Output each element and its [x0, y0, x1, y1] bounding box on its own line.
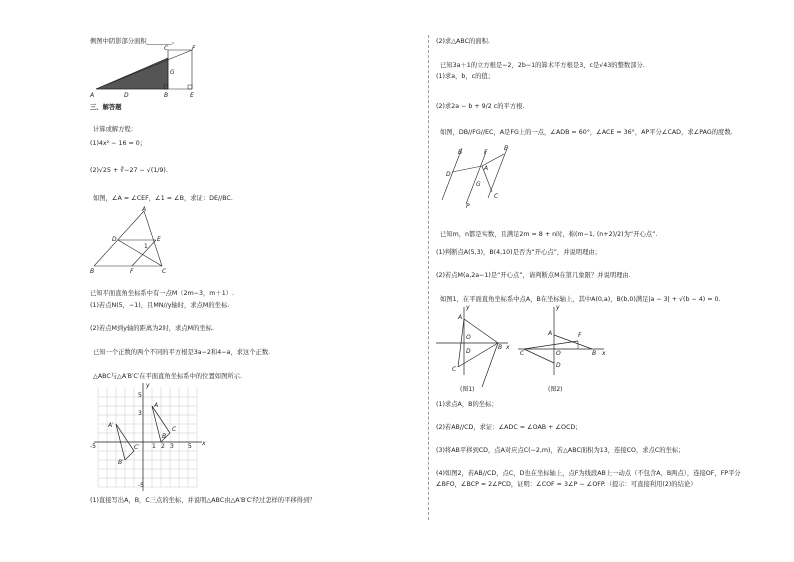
- question-point-m-1: (1)若点N(5，−1)，且MN//y轴时，求点M的坐标.: [90, 302, 230, 309]
- svg-text:C: C: [494, 193, 499, 200]
- calc-item-2: (2)√25 + ∛−27 − √(1/9).: [90, 167, 168, 174]
- svg-text:A: A: [458, 314, 463, 321]
- svg-text:3: 3: [138, 410, 142, 417]
- question-triangle-1: (1)直接写出A，B，C三点的坐标，并说明△ABC由△A′B′C′经过怎样的平移得到？: [90, 497, 316, 504]
- svg-text:G: G: [476, 181, 481, 188]
- svg-text:C: C: [520, 350, 525, 357]
- svg-text:A: A: [484, 165, 489, 172]
- section-heading: 三、解答题: [90, 104, 122, 111]
- svg-text:5: 5: [188, 443, 192, 450]
- question-cube-root-1: (1)求a，b，c的值；: [436, 73, 495, 80]
- figure-1-caption: (图1): [460, 386, 475, 393]
- svg-text:D: D: [112, 236, 117, 243]
- svg-text:D: D: [556, 362, 561, 369]
- svg-text:E: E: [190, 92, 194, 99]
- svg-text:C: C: [162, 268, 167, 275]
- question-shaded-area: 侧图中阴影部分面积________。: [90, 38, 179, 45]
- svg-text:3: 3: [170, 443, 174, 450]
- svg-text:C: C: [172, 426, 177, 433]
- svg-text:y: y: [146, 382, 150, 389]
- figure-1: [436, 305, 516, 395]
- question-angle-pag: 如图，DB//FG//EC，A是FG上的一点，∠ADB = 60°，∠ACE = 36°，AP平分∠CAD，求∠PAG的度数.: [440, 129, 733, 136]
- svg-text:O: O: [466, 334, 471, 341]
- coordinate-grid-figure: [90, 383, 210, 493]
- question-triangle-position: △ABC与△A′B′C′在平面直角坐标系中的位置如图所示.: [93, 373, 242, 380]
- svg-text:F: F: [484, 149, 488, 156]
- question-happy-point-1: (1)判断点A(5,3)，B(4,10)是否为“开心点”，并说明理由；: [436, 249, 601, 256]
- svg-text:A′: A′: [108, 422, 114, 429]
- svg-text:-5: -5: [138, 482, 144, 489]
- question-parallel-proof: 如图，∠A = ∠CEF，∠1 = ∠B，求证：DE//BC.: [93, 195, 233, 202]
- svg-text:B: B: [164, 92, 169, 99]
- column-divider: [428, 35, 430, 520]
- svg-text:x: x: [602, 350, 606, 357]
- question-point-m-2: (2)若点M到y轴的距离为2时，求点M的坐标.: [90, 325, 214, 332]
- svg-text:-5: -5: [90, 443, 96, 450]
- svg-text:x: x: [202, 440, 206, 447]
- question-figure-3: (3)将AB平移到CD，点A对应点C(−2,m)，若△ABC面积为13，连接CO，求点C的坐标；: [436, 447, 685, 454]
- svg-text:B: B: [90, 268, 95, 275]
- svg-text:B: B: [458, 149, 463, 156]
- svg-text:D: D: [466, 348, 471, 355]
- svg-text:D: D: [124, 92, 129, 99]
- parallel-lines-figure: [438, 140, 518, 210]
- svg-text:G: G: [170, 69, 175, 76]
- question-cube-root: 已知3a＋1的立方根是−2，2b−1的算术平方根是3，c是√43的整数部分.: [440, 62, 645, 69]
- question-figure-4a: (4)如图2，若AB//CD，点C，D也在坐标轴上，点F为线段AB上一动点（不包含A，B两点），连接OF，FP平分: [436, 470, 741, 477]
- svg-text:D: D: [446, 171, 451, 178]
- svg-text:O: O: [556, 350, 561, 357]
- svg-text:B: B: [498, 344, 503, 351]
- svg-text:x: x: [506, 344, 510, 351]
- question-figure-intro: 如图1，在平面直角坐标系中点A，B在坐标轴上，其中A(0,a)，B(b,0)满足|a − 3| + √(b − 4) = 0.: [440, 296, 721, 303]
- calc-item-1: (1)4x² − 16 = 0；: [90, 140, 147, 147]
- svg-text:C′: C′: [134, 444, 140, 451]
- svg-text:C: C: [452, 366, 457, 373]
- svg-text:5: 5: [138, 392, 142, 399]
- svg-text:F: F: [578, 332, 582, 339]
- svg-text:A: A: [142, 206, 147, 213]
- svg-text:2: 2: [161, 443, 165, 450]
- svg-text:1: 1: [152, 443, 156, 450]
- question-happy-point: 已知m，n都是实数，且满足2m = 8 + n时，称(m−1, (n+2)/2)为“开心点”.: [440, 231, 658, 238]
- svg-text:A: A: [90, 92, 95, 99]
- question-figure-1: (1)求点A，B的坐标；: [436, 401, 498, 408]
- svg-text:B: B: [162, 433, 167, 440]
- figure-2-caption: (图2): [548, 386, 563, 393]
- question-cube-root-2: (2)求2a − b + 9/2 c的平方根.: [436, 103, 525, 110]
- question-square-roots: 已知一个正数的两个不同的平方根是3a−2和4−a，求这个正数.: [93, 349, 271, 356]
- question-figure-2: (2)若AB//CD，求证：∠ADC = ∠OAB + ∠OCD；: [436, 424, 582, 431]
- question-point-m: 已知平面直角坐标系中有一点M（2m−3，m＋1）.: [90, 290, 235, 297]
- svg-text:P: P: [466, 203, 470, 210]
- svg-text:F: F: [192, 45, 196, 52]
- figure-2: [518, 305, 608, 395]
- shaded-area-figure: [88, 46, 208, 102]
- question-happy-point-2: (2)若点M(a,2a−1)是“开心点”，请判断点M在第几象限？并说明理由.: [436, 272, 631, 279]
- svg-text:E: E: [504, 145, 508, 152]
- calc-title: 计算或解方程：: [93, 126, 138, 133]
- svg-text:1: 1: [144, 243, 148, 250]
- svg-text:B′: B′: [118, 459, 124, 466]
- svg-text:y: y: [556, 304, 560, 311]
- svg-text:F: F: [130, 268, 134, 275]
- svg-text:y: y: [466, 304, 470, 311]
- question-triangle-area: (2)求△ABC的面积.: [436, 38, 490, 45]
- svg-text:E: E: [157, 236, 161, 243]
- svg-text:B: B: [592, 350, 597, 357]
- question-figure-4b: ∠BFO，∠BCP = 2∠PCD，证明：∠COF = 3∠P − ∠OFP.（提示：可直接利用(2)的结论）: [436, 481, 697, 488]
- svg-text:C: C: [164, 45, 169, 52]
- svg-text:A: A: [154, 402, 159, 409]
- svg-text:A: A: [548, 330, 553, 337]
- parallel-triangle-figure: [90, 205, 180, 275]
